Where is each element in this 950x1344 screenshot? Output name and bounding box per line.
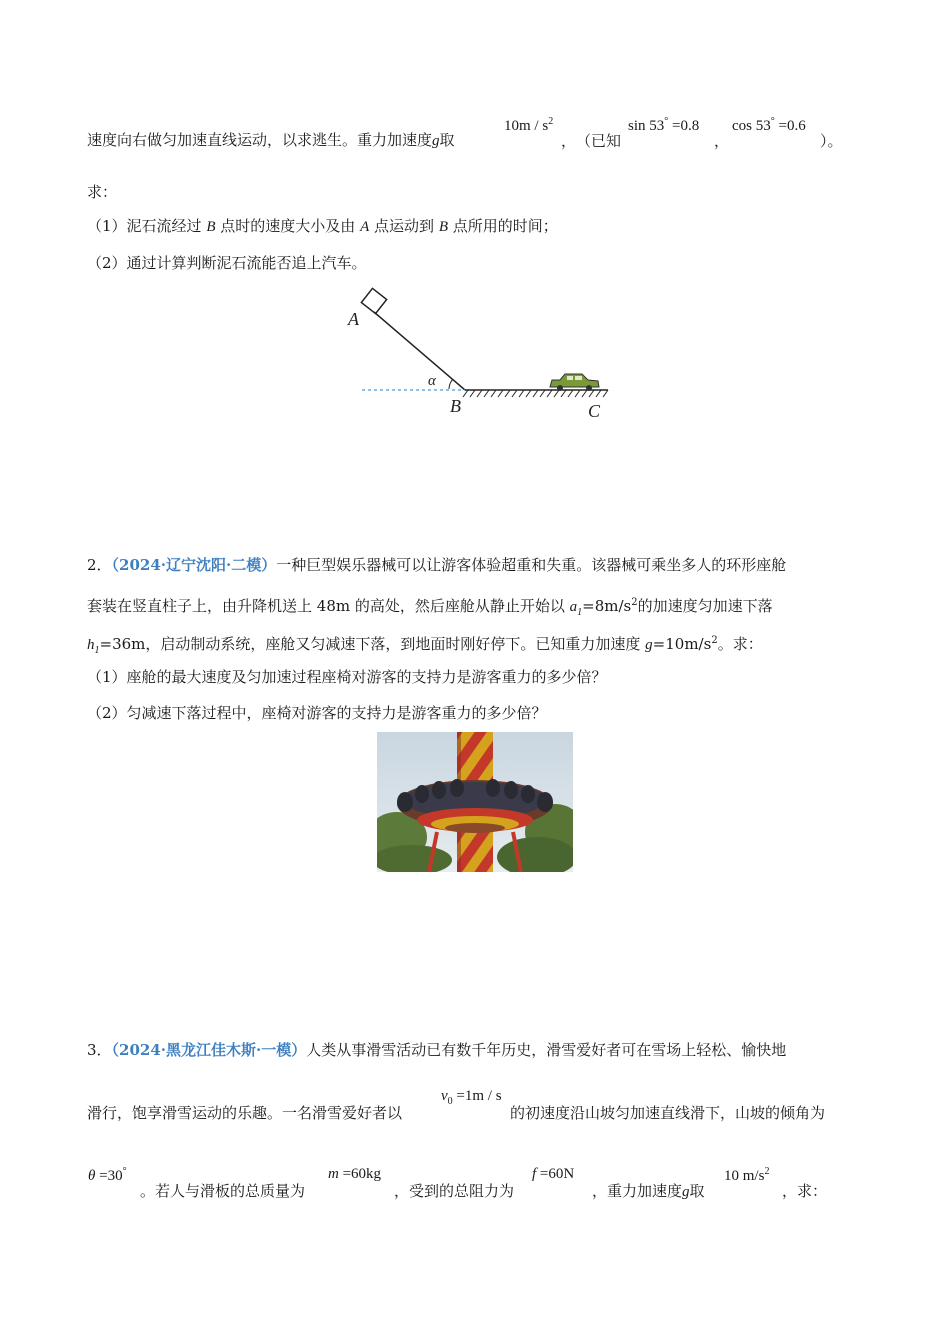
label-A: A <box>348 309 359 329</box>
p3-accel: 10 $m/s^2$ <box>724 1166 770 1184</box>
p1-q2: （2）通过计算判断泥石流能否追上汽车。 <box>87 254 367 272</box>
p1-cos-expr: cos 53° =0.6 <box>732 116 806 134</box>
p3-line3b: ，受到的总阻力为 <box>394 1182 515 1200</box>
p3-line2b: 的初速度沿山坡匀加速直线滑下，山坡的倾角为 <box>510 1104 826 1122</box>
p3-line3d: ，求： <box>782 1182 828 1200</box>
p3-v0: $v_0 =1m / s$ <box>441 1088 502 1107</box>
p3-line2: 滑行，饱享滑雪运动的乐趣。一名滑雪爱好者以 <box>87 1104 403 1122</box>
p1-accel-value: $10m / s^2$ <box>504 116 554 134</box>
p3-line3c: ，重力加速度g取 <box>592 1182 705 1200</box>
p2-line3: $h_1=36m$，启动制动系统，座舱又匀减速下落，到地面时刚好停下。已知重力加速度 $g=10m/s^2$。求： <box>87 635 763 656</box>
p2-q1: （1）座舱的最大速度及匀加速过程座椅对游客的支持力是游客重力的多少倍？ <box>87 668 607 686</box>
p1-known-open: （已知 <box>576 132 622 150</box>
p2-line2: 套装在竖直柱子上，由升降机送上 48m 的高处，然后座舱从静止开始以 $a_1=8m/s^2$的加速度匀加速下落 <box>87 597 773 618</box>
p3-theta: θ =30° <box>88 1166 127 1184</box>
p1-comma: ， <box>561 134 577 150</box>
p3-mass: m =60kg <box>328 1166 382 1182</box>
amusement-ride-photo <box>377 732 573 872</box>
p1-sin-expr: sin 53° =0.8 <box>628 116 700 134</box>
block-shape <box>361 288 386 313</box>
label-B: B <box>450 396 461 416</box>
ground-hatching <box>463 390 608 397</box>
p3-force: f =60N <box>532 1166 575 1182</box>
p1-comma2: ， <box>714 134 730 150</box>
p2-line1: 2．（2024·辽宁沈阳·二模）一种巨型娱乐器械可以让游客体验超重和失重。该器械可乘坐多人的环形座舱 <box>87 556 787 574</box>
p3-line1: 3．（2024·黑龙江佳木斯·一模）人类从事滑雪活动已有数千年历史，滑雪爱好者可在雪场上轻松、愉快地 <box>87 1041 787 1059</box>
p1-q1: （1）泥石流经过 B 点时的速度大小及由 A 点运动到 B 点所用的时间； <box>87 217 558 235</box>
label-C: C <box>588 401 601 421</box>
slope-diagram <box>340 285 620 425</box>
p1-ask: 求： <box>87 183 118 201</box>
label-alpha: α <box>428 373 436 389</box>
car-icon <box>550 374 599 391</box>
p3-line3a: 。若人与滑板的总质量为 <box>140 1182 306 1200</box>
p1-line1: 速度向右做匀加速直线运动，以求逃生。重力加速度g取 <box>87 131 455 149</box>
p2-q2: （2）匀减速下落过程中，座椅对游客的支持力是游客重力的多少倍？ <box>87 704 547 722</box>
slope-line <box>374 312 465 390</box>
p1-known-close: ）。 <box>820 132 843 150</box>
angle-arc <box>449 379 453 389</box>
